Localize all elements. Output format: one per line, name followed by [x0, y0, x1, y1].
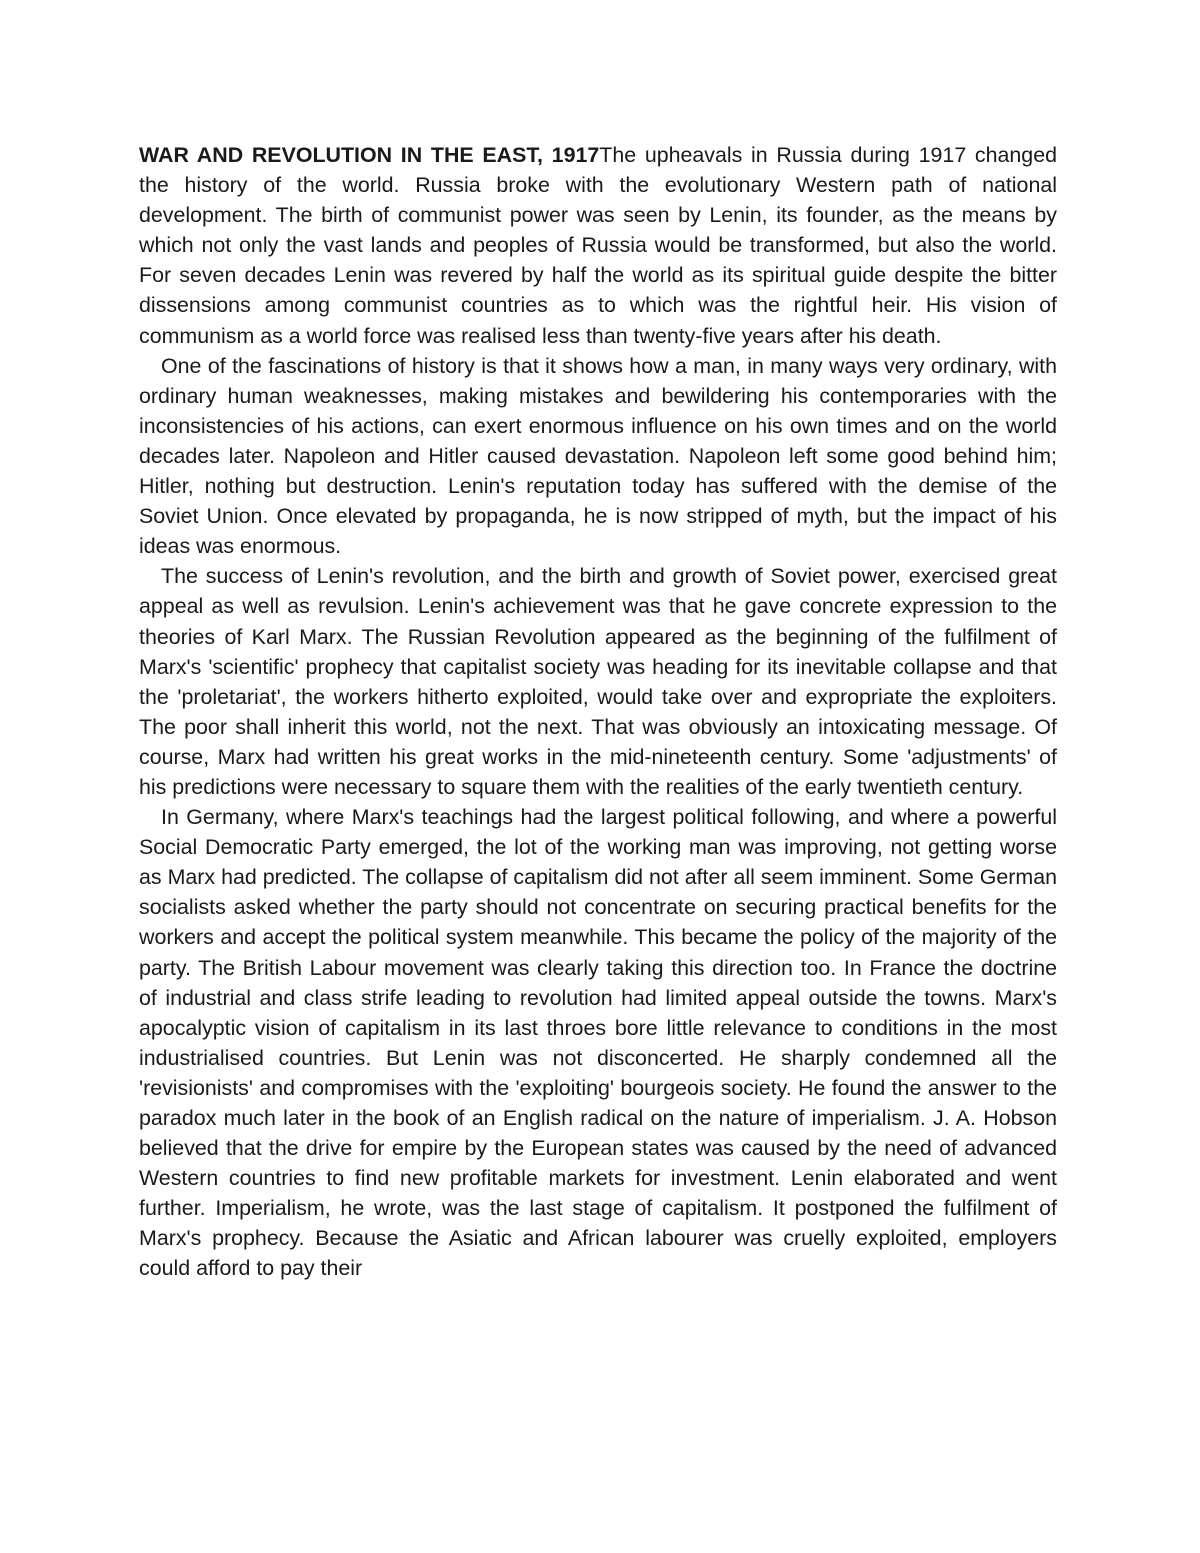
document-page	[139, 140, 1057, 1284]
document-title: WAR AND REVOLUTION IN THE EAST, 1917	[139, 143, 600, 167]
paragraph-4: In Germany, where Marx's teachings had the largest political following, and where a powerful Social Democratic Party emerged, the lot of the working man was improving, not getting worse as Marx had predicted. The collapse of capitalism did not after all seem imminent. Some German socialists asked whether the party should not concentrate on securing practical benefits for the workers and accept the political system meanwhile. This became the policy of the majority of the party. The British Labour movement was clearly taking this direction too. In France the doctrine of industrial and class strife leading to revolution had limited appeal outside the towns. Marx's apocalyptic vision of capitalism in its last throes bore little relevance to conditions in the most industrialised countries. But Lenin was not disconcerted. He sharply condemned all the 'revisionists' and compromises with the 'exploiting' bourgeois society. He found the answer to the paradox much later in the book of an English radical on the nature of imperialism. J. A. Hobson believed that the drive for empire by the European states was caused by the need of advanced Western countries to find new profitable markets for investment. Lenin elaborated and went further. Imperialism, he wrote, was the last stage of capitalism. It postponed the fulfilment of Marx's prophecy. Because the Asiatic and African labourer was cruelly exploited, employers could afford to pay their	[139, 805, 1057, 1281]
paragraph-2: One of the fascinations of history is that it shows how a man, in many ways very ordinary, with ordinary human weaknesses, making mistakes and bewildering his contemporaries with the inconsistencies of his actions, can exert enormous influence on his own times and on the world decades later. Napoleon and Hitler caused devastation. Napoleon left some good behind him; Hitler, nothing but destruction. Lenin's reputation today has suffered with the demise of the Soviet Union. Once elevated by propaganda, he is now stripped of myth, but the impact of his ideas was enormous.	[139, 353, 1057, 559]
paragraph-3: The success of Lenin's revolution, and the birth and growth of Soviet power, exercised great appeal as well as revulsion. Lenin's achievement was that he gave concrete expression to the theories of Karl Marx. The Russian Revolution appeared as the beginning of the fulfilment of Marx's 'scientific' prophecy that capitalist society was heading for its inevitable collapse and that the 'proletariat', the workers hitherto exploited, would take over and expropriate the exploiters. The poor shall inherit this world, not the next. That was obviously an intoxicating message. Of course, Marx had written his great works in the mid-nineteenth century. Some 'adjustments' of his predictions were necessary to square them with the realities of the early twentieth century.	[139, 564, 1057, 799]
paragraph-1-text: The upheavals in Russia during 1917 changed the history of the world. Russia broke with the evolutionary Western path of national development. The birth of communist power was seen by Lenin, its founder, as the means by which not only the vast lands and peoples of Russia would be transformed, but also the world. For seven decades Lenin was revered by half the world as its spiritual guide despite the bitter dissensions among communist countries as to which was the rightful heir. His vision of communism as a world force was realised less than twenty-five years after his death.	[139, 143, 1057, 348]
paragraph-1	[139, 140, 1057, 351]
